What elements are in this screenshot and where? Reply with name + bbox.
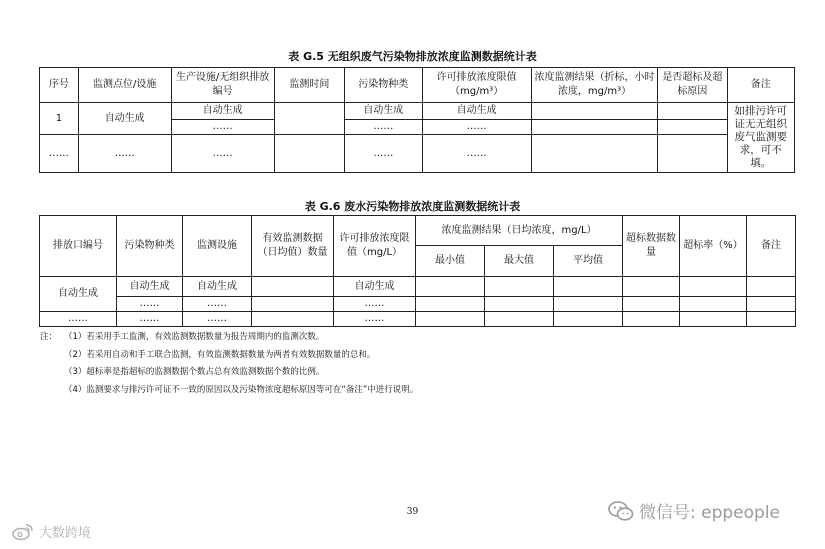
note-text: （3）超标率是指超标的监测数据个数占总有效监测数据个数的比例。 [64, 367, 325, 377]
cell-time [274, 103, 344, 135]
cell-exceed-rate [680, 277, 747, 297]
cell-limit: 自动生成 [422, 103, 531, 120]
table-row [40, 277, 796, 297]
page-number: 39 [406, 507, 419, 517]
header-monitoring-point: 监测点位/设施 [78, 68, 171, 103]
header-pollutant: 污染物种类 [117, 216, 183, 277]
header-result: 浓度监测结果（折标，小时浓度，mg/m³） [531, 68, 658, 103]
table-g6-caption: 表 G.6 废水污染物排放浓度监测数据统计表 [304, 200, 521, 213]
cell-facility-more: …… [171, 120, 274, 135]
cell-result [531, 120, 658, 135]
header-exceed-rate: 超标率（%） [680, 216, 747, 277]
cell-valid-count [252, 297, 334, 312]
cell-exceed-rate [680, 312, 747, 327]
cell-max [485, 277, 554, 297]
cell-valid-count [252, 277, 334, 297]
header-pollutant: 污染物种类 [345, 68, 423, 103]
cell-min [416, 277, 485, 297]
header-device: 监测设施 [183, 216, 252, 277]
cell-remark-note: 如排污许可证无无组织废气监测要求，可不填。 [727, 103, 794, 173]
header-limit: 许可排放浓度限值（mg/m³） [422, 68, 531, 103]
wechat-watermark [608, 498, 780, 523]
header-limit: 许可排放浓度限值（mg/L） [334, 216, 416, 277]
cell-remark [747, 312, 796, 327]
cell-max [485, 312, 554, 327]
cell-avg [554, 312, 623, 327]
cell-pollutant-more: …… [117, 297, 183, 312]
brand-watermark [12, 522, 91, 541]
header-monitoring-time: 监测时间 [274, 68, 344, 103]
note-item [40, 329, 800, 347]
table-g5-header-row [40, 68, 795, 103]
cell-min [416, 297, 485, 312]
cell-device-more: …… [183, 297, 252, 312]
header-exceed-count: 超标数据数量 [623, 216, 680, 277]
table-g6-header-row [40, 216, 796, 246]
header-remark: 备注 [727, 68, 794, 103]
wechat-id-text: 微信号: eppeople [639, 503, 781, 523]
cell-avg [554, 277, 623, 297]
table-g5 [39, 67, 795, 173]
note-text: （1）若采用手工监测，有效监测数据数量为报告周期内的监测次数。 [64, 332, 325, 342]
cell-point: 自动生成 [78, 103, 171, 135]
notes-section [40, 329, 800, 399]
weibo-icon [12, 523, 34, 541]
table-g5-caption: 表 G.5 无组织废气污染物排放浓度监测数据统计表 [288, 50, 537, 63]
header-outlet: 排放口编号 [40, 216, 117, 277]
note-text: （2）若采用自动和手工联合监测，有效监测数据数量为两者有效数据数量的总和。 [64, 349, 376, 360]
header-seq: 序号 [40, 68, 79, 103]
note-item [40, 347, 800, 365]
header-avg: 平均值 [554, 246, 623, 277]
cell-avg [554, 297, 623, 312]
cell-device: 自动生成 [183, 277, 252, 297]
cell-point: …… [78, 135, 171, 173]
cell-result [531, 135, 658, 173]
cell-limit-more: …… [422, 120, 531, 135]
table-row [40, 297, 796, 312]
cell-limit: 自动生成 [334, 277, 416, 297]
cell-remark [747, 277, 796, 297]
cell-valid-count [252, 312, 334, 327]
notes-label: 注： [40, 332, 58, 342]
header-min: 最小值 [416, 246, 485, 277]
cell-facility: …… [171, 135, 274, 173]
header-remark: 备注 [747, 216, 796, 277]
cell-device: …… [183, 312, 252, 327]
cell-seq: 1 [40, 103, 79, 135]
cell-time [274, 135, 344, 173]
cell-seq: …… [40, 135, 79, 173]
header-exceed: 是否超标及超标原因 [658, 68, 727, 103]
cell-min [416, 312, 485, 327]
table-row [40, 312, 796, 327]
cell-exceed-count [623, 297, 680, 312]
cell-exceed-rate [680, 297, 747, 312]
cell-max [485, 297, 554, 312]
cell-result [531, 103, 658, 120]
cell-limit-more: …… [334, 297, 416, 312]
note-item [40, 364, 800, 382]
table-g6 [39, 215, 796, 327]
note-text: （4）监测要求与排污许可证不一致的原因以及污染物浓度超标原因等可在“备注”中进行说明。 [64, 384, 419, 395]
header-result: 浓度监测结果（日均浓度，mg/L） [416, 216, 623, 246]
note-item [40, 382, 800, 400]
table-row [40, 135, 795, 154]
header-facility: 生产设施/无组织排放编号 [171, 68, 274, 103]
cell-exceed-count [623, 312, 680, 327]
cell-pollutant-more: …… [345, 120, 423, 135]
cell-pollutant: …… [117, 312, 183, 327]
cell-exceed [658, 120, 727, 135]
cell-exceed [658, 103, 727, 120]
brand-text: 大数跨境 [39, 526, 92, 541]
wechat-icon [608, 500, 634, 522]
cell-pollutant: …… [345, 135, 423, 173]
cell-limit: …… [422, 135, 531, 173]
cell-remark [747, 297, 796, 312]
header-max: 最大值 [485, 246, 554, 277]
cell-limit: …… [334, 312, 416, 327]
cell-outlet: 自动生成 [40, 277, 117, 312]
cell-pollutant: 自动生成 [117, 277, 183, 297]
cell-outlet: …… [40, 312, 117, 327]
table-row [40, 103, 795, 120]
cell-pollutant: 自动生成 [345, 103, 423, 120]
cell-exceed-count [623, 277, 680, 297]
cell-exceed [658, 135, 727, 173]
header-valid-count: 有效监测数据（日均值）数量 [252, 216, 334, 277]
cell-facility: 自动生成 [171, 103, 274, 120]
